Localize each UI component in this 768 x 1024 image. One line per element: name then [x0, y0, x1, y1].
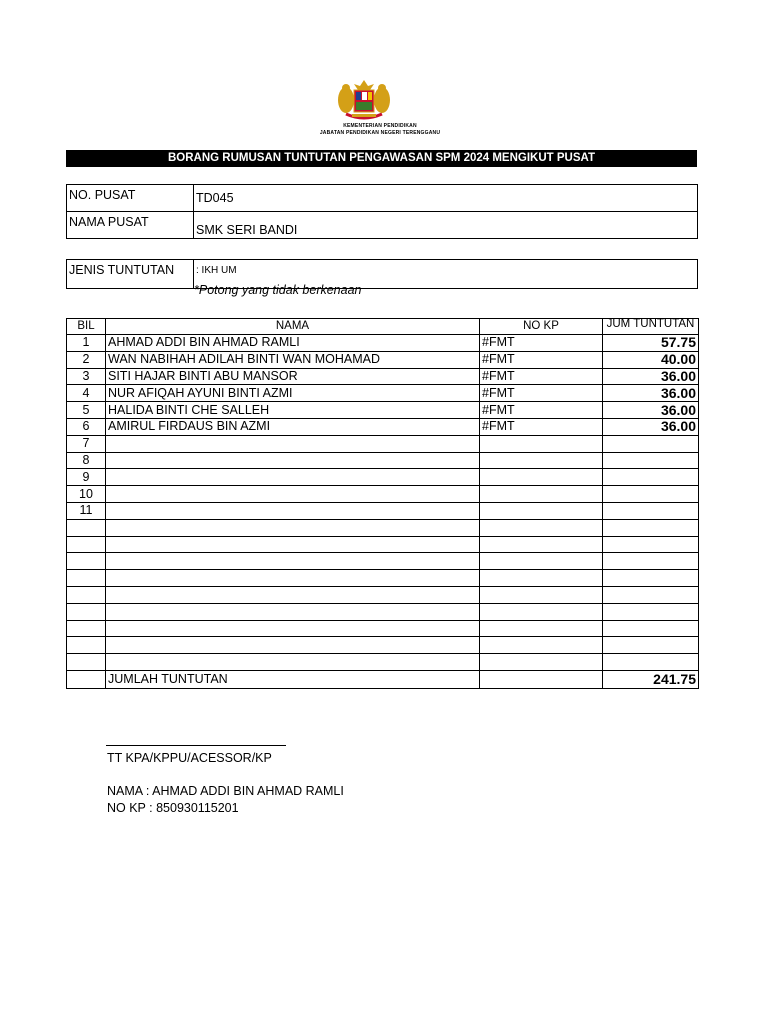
row-nokp	[480, 603, 603, 620]
total-amount: 241.75	[603, 670, 699, 688]
row-bil	[67, 536, 106, 553]
table-row	[67, 418, 699, 435]
col-nokp-header: NO KP	[480, 319, 603, 335]
center-number-label: NO. PUSAT	[67, 185, 194, 212]
table-row	[67, 519, 699, 536]
table-row	[67, 586, 699, 603]
row-nama	[106, 553, 480, 570]
row-nama: AMIRUL FIRDAUS BIN AZMI	[106, 418, 480, 435]
coat-of-arms-icon	[332, 78, 396, 124]
row-nokp	[480, 502, 603, 519]
row-amount	[603, 586, 699, 603]
total-empty-cell	[67, 670, 106, 688]
table-row	[67, 620, 699, 637]
row-nokp	[480, 452, 603, 469]
center-name-label: NAMA PUSAT	[67, 212, 194, 239]
total-empty-cell	[480, 670, 603, 688]
row-nokp: #FMT	[480, 335, 603, 352]
row-amount	[603, 486, 699, 503]
row-nama	[106, 435, 480, 452]
row-nama: NUR AFIQAH AYUNI BINTI AZMI	[106, 385, 480, 402]
table-row	[67, 603, 699, 620]
row-amount	[603, 452, 699, 469]
row-amount	[603, 654, 699, 671]
row-bil: 9	[67, 469, 106, 486]
row-bil	[67, 637, 106, 654]
row-nokp	[480, 486, 603, 503]
row-bil: 2	[67, 351, 106, 368]
ministry-name: KEMENTERIAN PENDIDIKAN	[343, 123, 417, 129]
row-amount	[603, 435, 699, 452]
row-nokp	[480, 637, 603, 654]
table-row	[67, 351, 699, 368]
row-nama	[106, 452, 480, 469]
row-nokp: #FMT	[480, 368, 603, 385]
row-nokp	[480, 536, 603, 553]
row-nama	[106, 502, 480, 519]
row-nokp: #FMT	[480, 402, 603, 419]
row-nama	[106, 519, 480, 536]
col-bil-header: BIL	[67, 319, 106, 335]
row-nokp: #FMT	[480, 418, 603, 435]
row-amount	[603, 553, 699, 570]
row-bil: 6	[67, 418, 106, 435]
row-nama: SITI HAJAR BINTI ABU MANSOR	[106, 368, 480, 385]
table-row	[67, 452, 699, 469]
row-amount	[603, 603, 699, 620]
row-amount: 36.00	[603, 418, 699, 435]
row-amount	[603, 469, 699, 486]
row-nama	[106, 570, 480, 587]
row-bil: 7	[67, 435, 106, 452]
form-title: BORANG RUMUSAN TUNTUTAN PENGAWASAN SPM 2024 MENGIKUT PUSAT	[66, 150, 697, 167]
table-row	[67, 553, 699, 570]
row-nama	[106, 603, 480, 620]
row-nama: HALIDA BINTI CHE SALLEH	[106, 402, 480, 419]
table-row	[67, 502, 699, 519]
row-nama	[106, 654, 480, 671]
table-row	[67, 654, 699, 671]
row-bil: 11	[67, 502, 106, 519]
row-nama: WAN NABIHAH ADILAH BINTI WAN MOHAMAD	[106, 351, 480, 368]
row-amount: 57.75	[603, 335, 699, 352]
row-nama	[106, 486, 480, 503]
row-amount	[603, 502, 699, 519]
row-amount: 36.00	[603, 385, 699, 402]
total-row	[67, 670, 699, 688]
total-label: JUMLAH TUNTUTAN	[106, 670, 480, 688]
row-bil	[67, 586, 106, 603]
center-info-table	[66, 184, 698, 239]
table-row	[67, 570, 699, 587]
row-nokp	[480, 435, 603, 452]
row-nokp	[480, 620, 603, 637]
department-name: JABATAN PENDIDIKAN NEGERI TERENGGANU	[319, 130, 441, 136]
center-number-value: TD045	[194, 185, 698, 212]
row-amount	[603, 620, 699, 637]
row-bil: 8	[67, 452, 106, 469]
row-bil: 5	[67, 402, 106, 419]
center-name-value: SMK SERI BANDI	[194, 212, 698, 239]
row-amount: 40.00	[603, 351, 699, 368]
row-bil	[67, 654, 106, 671]
row-bil: 10	[67, 486, 106, 503]
row-bil: 3	[67, 368, 106, 385]
signatory-kp: NO KP : 850930115201	[107, 801, 239, 815]
row-amount	[603, 637, 699, 654]
row-amount	[603, 536, 699, 553]
col-nama-header: NAMA	[106, 319, 480, 335]
row-nokp: #FMT	[480, 385, 603, 402]
row-nama	[106, 536, 480, 553]
row-nokp	[480, 654, 603, 671]
row-amount	[603, 570, 699, 587]
claim-type-label: JENIS TUNTUTAN	[67, 260, 194, 289]
row-nama	[106, 586, 480, 603]
claims-table	[66, 318, 699, 689]
claim-type-table	[66, 259, 698, 289]
table-row	[67, 335, 699, 352]
row-nama	[106, 637, 480, 654]
row-nama: AHMAD ADDI BIN AHMAD RAMLI	[106, 335, 480, 352]
row-nama	[106, 469, 480, 486]
col-amount-header: JUM TUNTUTAN	[603, 319, 699, 335]
row-nokp	[480, 519, 603, 536]
table-row	[67, 637, 699, 654]
row-bil	[67, 620, 106, 637]
table-header-row	[67, 319, 699, 335]
row-nokp	[480, 586, 603, 603]
row-bil	[67, 553, 106, 570]
row-bil	[67, 519, 106, 536]
row-nokp	[480, 570, 603, 587]
row-nama	[106, 620, 480, 637]
row-bil: 1	[67, 335, 106, 352]
table-row	[67, 385, 699, 402]
table-row	[67, 469, 699, 486]
row-amount: 36.00	[603, 368, 699, 385]
row-amount	[603, 519, 699, 536]
row-amount: 36.00	[603, 402, 699, 419]
row-bil	[67, 570, 106, 587]
signature-line	[106, 745, 286, 746]
signatory-name: NAMA : AHMAD ADDI BIN AHMAD RAMLI	[107, 784, 344, 798]
table-row	[67, 435, 699, 452]
row-bil	[67, 603, 106, 620]
claim-type-value: : IKH UM	[194, 260, 698, 289]
row-bil: 4	[67, 385, 106, 402]
table-row	[67, 486, 699, 503]
table-row	[67, 536, 699, 553]
row-nokp	[480, 553, 603, 570]
row-nokp	[480, 469, 603, 486]
signature-role: TT KPA/KPPU/ACESSOR/KP	[107, 751, 272, 765]
table-row	[67, 402, 699, 419]
row-nokp: #FMT	[480, 351, 603, 368]
table-row	[67, 368, 699, 385]
strike-note: *Potong yang tidak berkenaan	[194, 283, 362, 297]
